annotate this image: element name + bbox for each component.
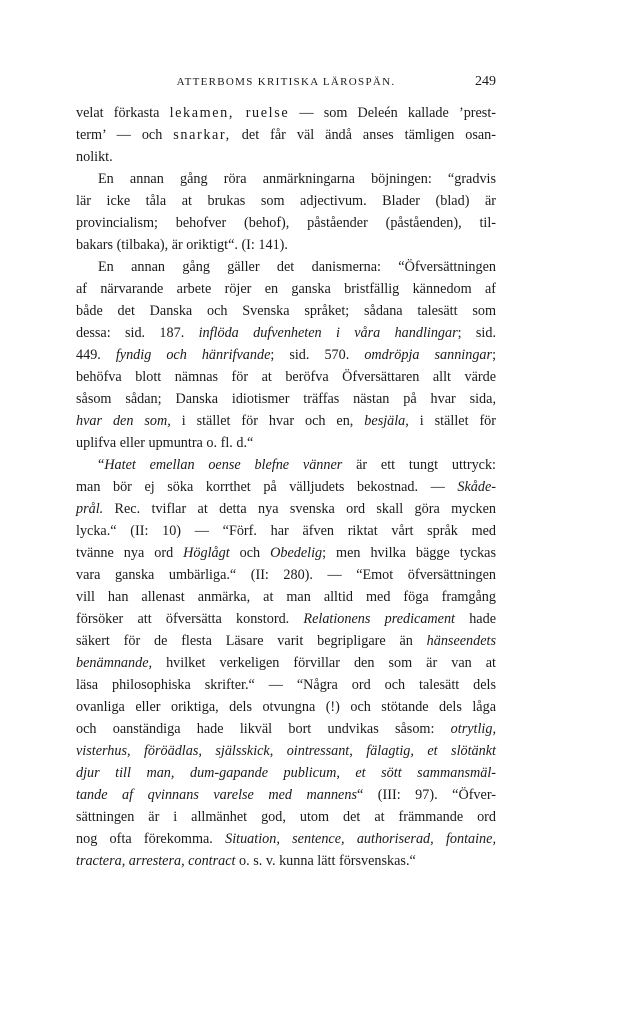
italic-text: Hatet emellan oense blefne vänner	[104, 457, 343, 473]
text-segment: lekamen, ruelse	[169, 105, 290, 121]
text-segment: ;	[492, 347, 497, 363]
text-line	[76, 586, 496, 608]
italic-text: Skåde-	[457, 479, 496, 495]
text-segment: nolikt.	[76, 149, 113, 165]
text-segment: vill han allenast anmärka, at man alltid med föga framgång	[76, 589, 496, 605]
text-segment: velat förkasta	[76, 105, 170, 121]
italic-text: otrytlig,	[450, 721, 496, 737]
text-segment: behöfva blott nämnas för at beröfva Öfversättaren allt värde	[76, 369, 496, 385]
text-segment: såsom sådan; Danska idiotismer träffas nästan på hvar sida,	[76, 391, 496, 407]
italic-text: Obedelig	[270, 545, 323, 561]
italic-text: visterhus, föröädlas, själsskick, ointressant, fälagtig, et slötänkt	[76, 743, 496, 759]
text-segment: säkert för de flesta Läsare varit begripligare än	[76, 633, 427, 649]
text-segment: En annan gång röra anmärkningarna böjningen: “gradvis	[98, 171, 496, 187]
text-line	[76, 344, 496, 366]
text-line	[76, 564, 496, 586]
text-segment: är ett tungt uttryck:	[342, 457, 497, 473]
italic-text: Relationens predicament	[303, 611, 455, 627]
text-line	[76, 542, 496, 564]
text-line	[76, 366, 496, 388]
text-segment: bakars (tilbaka), är oriktigt“. (I: 141).	[76, 237, 288, 253]
running-title: ATTERBOMS KRITISKA LÄROSPÄN.	[176, 76, 396, 88]
italic-text: Situation, sentence, authoriserad, fontaine,	[225, 831, 496, 847]
text-line	[76, 630, 496, 652]
text-line	[76, 124, 496, 146]
italic-text: besjäla,	[364, 413, 409, 429]
text-line	[76, 168, 496, 190]
text-segment: det får väl ändå anses tämligen osan-	[230, 127, 497, 143]
text-segment: försöker att öfversätta konstord.	[76, 611, 304, 627]
text-segment: läsa philosophiska skrifter.“ — “Några ord och talesätt dels	[76, 677, 496, 693]
text-segment: i stället för hvar och en,	[170, 413, 365, 429]
text-segment: “ (III: 97). “Öfver-	[356, 787, 496, 803]
text-segment: snarkar,	[173, 127, 231, 143]
body-text	[76, 102, 496, 872]
text-segment: En annan gång gäller det danismerna: “Öfversättningen	[98, 259, 496, 275]
text-segment: 449.	[76, 347, 116, 363]
text-line	[76, 102, 496, 124]
text-line	[76, 718, 496, 740]
text-line	[76, 784, 496, 806]
italic-text: tractera, arrestera, contract	[76, 853, 236, 869]
text-segment: — som Deleén kallade ’prest-	[289, 105, 496, 121]
italic-text: tande af qvinnans varelse med mannens	[76, 787, 357, 803]
italic-text: djur till man, dum-gapande publicum, et sött sammansmäl-	[76, 765, 496, 781]
text-segment: o. s. v. kunna lätt försvenskas.“	[235, 853, 416, 869]
text-segment: dessa: sid. 187.	[76, 325, 199, 341]
text-segment: och	[229, 545, 271, 561]
text-line	[76, 520, 496, 542]
text-segment: hvilket verkeligen förvillar den som är van at	[152, 655, 496, 671]
text-line	[76, 234, 496, 256]
text-line	[76, 806, 496, 828]
text-line	[76, 476, 496, 498]
text-line	[76, 850, 496, 872]
text-line	[76, 410, 496, 432]
text-segment: Rec. tviflar at detta nya svenska ord skall göra mycken	[103, 501, 496, 517]
text-line	[76, 740, 496, 762]
italic-text: fyndig och hänrifvande	[115, 347, 271, 363]
text-segment: “	[98, 457, 105, 473]
text-line	[76, 454, 496, 476]
text-segment: ; men hvilka bägge tyckas	[322, 545, 497, 561]
text-line	[76, 322, 496, 344]
text-segment: ; sid.	[457, 325, 496, 341]
text-line	[76, 278, 496, 300]
text-segment: nog ofta förekomma.	[76, 831, 226, 847]
text-segment: man bör ej söka korrthet på välljudets bekostnad. —	[76, 479, 458, 495]
text-line	[76, 696, 496, 718]
page-header	[76, 76, 496, 96]
italic-text: prål.	[76, 501, 104, 517]
text-segment: term’ — och	[76, 127, 174, 143]
text-line	[76, 652, 496, 674]
text-segment: vara ganska umbärliga.“ (II: 280). — “Emot öfversättningen	[76, 567, 496, 583]
text-segment: af närvarande arbete röjer en ganska bristfällig kännedom af	[76, 281, 496, 297]
text-segment: hade	[455, 611, 496, 627]
italic-text: benämnande,	[76, 655, 153, 671]
text-segment: provincialism; behofver (behof), påståender (påståenden), til-	[76, 215, 496, 231]
text-line	[76, 146, 496, 168]
text-segment: lycka.“ (II: 10) — “Förf. har äfven riktat vårt språk med	[76, 523, 496, 539]
page-number: 249	[475, 74, 496, 89]
text-line	[76, 190, 496, 212]
text-segment: både det Danska och Svenska språket; sådana talesätt som	[76, 303, 496, 319]
text-segment: tvänne nya ord	[76, 545, 184, 561]
text-line	[76, 674, 496, 696]
text-segment: ovanliga eller oriktiga, dels otvungna (!) och stötande dels låga	[76, 699, 496, 715]
text-line	[76, 432, 496, 454]
text-line	[76, 762, 496, 784]
text-line	[76, 498, 496, 520]
text-segment: ; sid. 570.	[270, 347, 365, 363]
text-segment: uplifva eller upmuntra o. fl. d.“	[76, 435, 254, 451]
text-segment: i stället för	[408, 413, 496, 429]
italic-text: hvar den som,	[76, 413, 171, 429]
text-line	[76, 828, 496, 850]
text-segment: sättningen är i allmänhet god, utom det at främmande ord	[76, 809, 496, 825]
text-segment: lär icke tåla at brukas som adjectivum. Blader (blad) är	[76, 193, 496, 209]
text-line	[76, 212, 496, 234]
text-segment: och oanständiga hade likväl bort undvikas såsom:	[76, 721, 451, 737]
italic-text: omdröpja sanningar	[364, 347, 493, 363]
text-line	[76, 608, 496, 630]
text-line	[76, 300, 496, 322]
italic-text: Höglågt	[183, 545, 230, 561]
italic-text: hänseendets	[426, 633, 496, 649]
text-line	[76, 256, 496, 278]
italic-text: inflöda dufvenheten i våra handlingar	[198, 325, 458, 341]
text-line	[76, 388, 496, 410]
